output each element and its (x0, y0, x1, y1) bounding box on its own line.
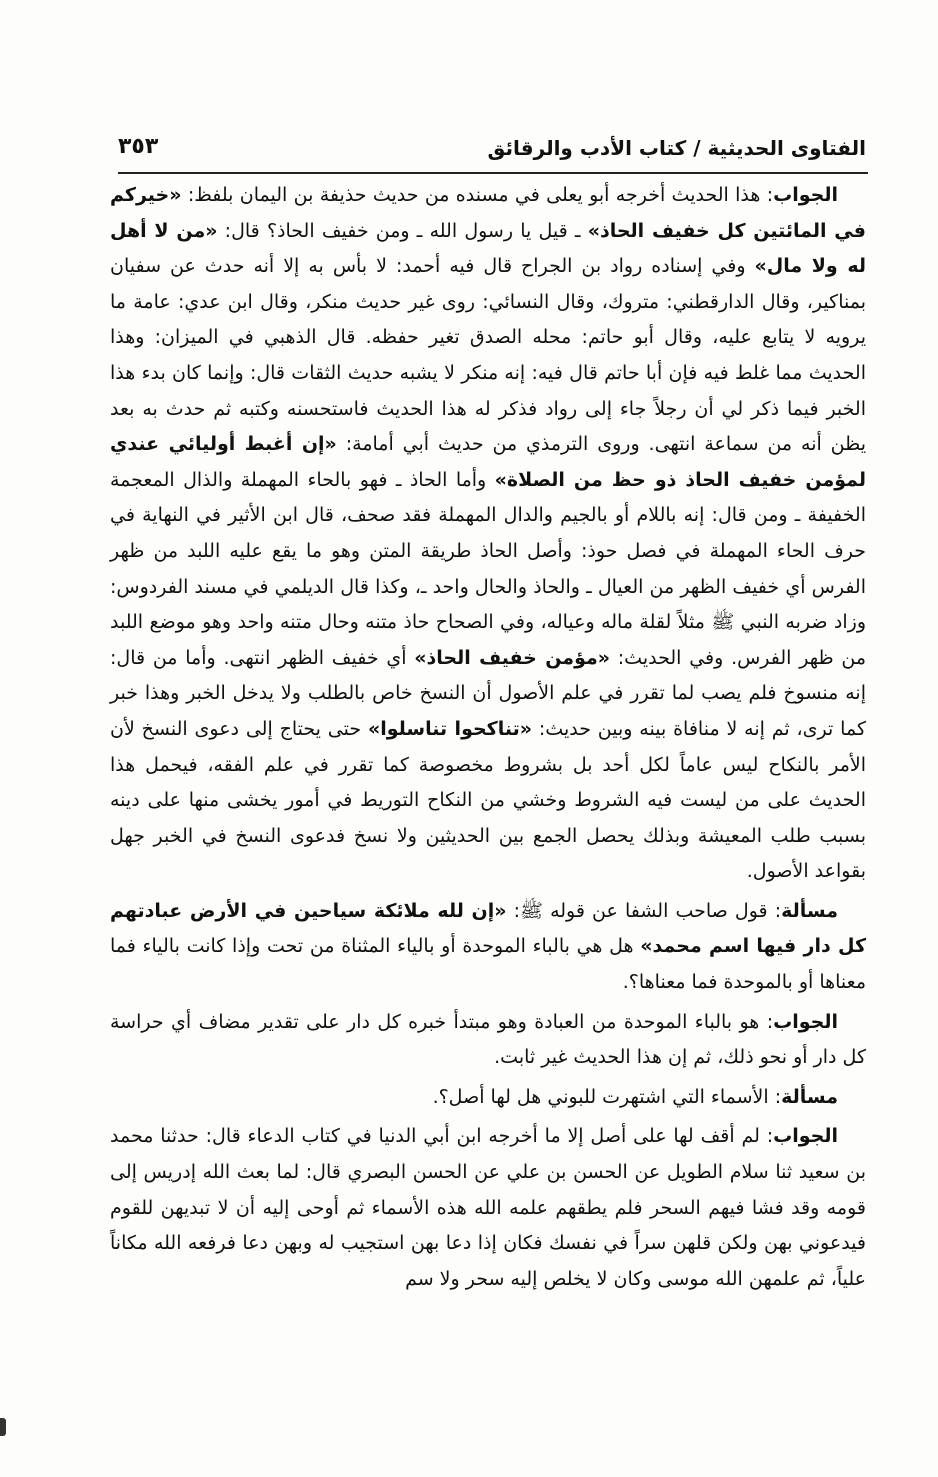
text-segment: وأما الحاذ ـ فهو بالحاء المهملة والذال المعجمة الخفيفة ـ ومن قال: إنه باللام أو بالجيم والدال المهملة فقد صحف، قال ابن الأثير في النهاية في حرف الحاء المهملة في فصل حوذ: وأصل الحاذ طريقة المتن وهو ما يقع عليه اللبد من ظهر الفرس أي خفيف الظهر من العيال ـ والحاذ والحال واحد ـ، وكذا قال الديلمي في مسند الفردوس: وزاد ضربه النبي ﷺ مثلاً لقلة ماله وعياله، وفي الصحاح حاذ متنه وحال متنه واحد وهو موضع اللبد من ظهر الفرس. وفي الحديث: (110, 468, 867, 669)
text-segment: أي خفيف الظهر انتهى. وأما من قال: إنه منسوخ فلم يصب لما تقرر في علم الأصول أن النسخ خاص بالطلب ولا يدخل الخبر وهذا خبر كما ترى، ثم إنه لا منافاة بينه وبين حديث: (110, 646, 866, 740)
header-divider (118, 172, 868, 174)
page-header (118, 132, 866, 172)
answer-paragraph-2 (110, 1005, 866, 1076)
text-segment: وفي إسناده رواد بن الجراح قال فيه أحمد: لا بأس به إلا أنه حدث عن سفيان بمناكير، وقال الدارقطني: متروك، وقال النسائي: روى غير حديث منكر، وقال ابن عدي: عامة ما يرويه لا يتابع عليه، وقال أبو حاتم: محله الصدق تغير حفظه. قال الذهبي في الميزان: وهذا الحديث مما غلط فيه فإن أبا حاتم قال فيه: إنه منكر لا يشبه حديث الثقات قال: وإنما كان بدء هذا الخبر فيما ذكر لي أن رجلاً جاء إلى رواد فذكر له هذا الحديث فاستحسنه وكتبه ثم حدث به بعد يظن أنه من سماعة انتهى. وروى الترمذي من حديث أبي أمامة: (110, 255, 866, 456)
question-label: مسألة (781, 899, 838, 922)
answer-label: الجواب (773, 1125, 838, 1148)
question-paragraph-2 (110, 1080, 866, 1116)
text-segment: : هذا الحديث أخرجه أبو يعلى في مسنده من حديث حذيفة بن اليمان بلفظ: (181, 184, 774, 206)
body-text (110, 178, 866, 1297)
hadith-quote: «إن لله ملائكة سياحين في الأرض عبادتهم كل دار فيها اسم محمد» (110, 899, 866, 958)
answer-label: الجواب (773, 1010, 838, 1033)
hadith-quote: «إن أغبط أوليائي عندي لمؤمن خفيف الحاذ ذو حظ من الصلاة» (110, 433, 866, 491)
question-label: مسألة (781, 1085, 838, 1108)
page-number: ٣٥٣ (118, 134, 159, 159)
answer-paragraph-3 (110, 1119, 866, 1297)
scan-edge-mark (0, 1418, 6, 1436)
hadith-quote: «تناكحوا تناسلوا» (367, 717, 533, 740)
hadith-quote: «مؤمن خفيف الحاذ» (414, 646, 611, 669)
text-segment: حتى يحتاج إلى دعوى النسخ لأن الأمر بالنكاح ليس عاماً لكل أحد بل بشروط مخصوصة كما تقرر في علم الفقه، فيحمل هذا الحديث على من ليست فيه الشروط وخشي من النكاح التوريط في أمور يخشى منها على دينه بسبب طلب المعيشة وبذلك يحصل الجمع بين الحديثين ولا نسخ فدعوى النسخ في الخبر جهل بقواعد الأصول. (110, 717, 866, 883)
hadith-quote: «خيركم في المائتين كل خفيف الحاذ» (110, 184, 866, 242)
running-title: الفتاوى الحديثية / كتاب الأدب والرقائق (487, 136, 866, 160)
text-segment: ـ قيل يا رسول الله ـ ومن خفيف الحاذ؟ قال: (217, 219, 588, 242)
text-segment: : هو بالباء الموحدة من العبادة وهو مبتدأ خبره كل دار على تقدير مضاف أي حراسة كل دار أو نحو ذلك، ثم إن هذا الحديث غير ثابت. (110, 1010, 866, 1069)
answer-paragraph-1 (110, 178, 866, 890)
question-paragraph-1 (110, 894, 866, 1001)
answer-label: الجواب (773, 184, 838, 206)
text-segment: : لم أقف لها على أصل إلا ما أخرجه ابن أبي الدنيا في كتاب الدعاء قال: حدثنا محمد بن سعيد ثنا سلام الطويل عن الحسن بن علي عن الحسن البصري قال: لما بعث الله إدريس إلى قومه وقد فشا فيهم السحر فلم يطقهم علمه الله هذه الأسماء ثم أوحى إليه أن لا تبديهن للقوم فيدعوني بهن ولكن قلهن سراً في نفسك فكان إذا دعا بهن استجيب له وبهن دعا فرفعه الله مكاناً علياً، ثم علمهن الله موسى وكان لا يخلص إليه سحر ولا سم (110, 1125, 866, 1290)
text-segment: : الأسماء التي اشتهرت للبوني هل لها أصل؟. (432, 1085, 782, 1108)
text-segment: : قول صاحب الشفا عن قوله ﷺ: (506, 899, 782, 922)
hadith-quote: «من لا أهل له ولا مال» (110, 219, 866, 278)
text-segment: هل هي بالباء الموحدة أو بالياء المثناة من تحت وإذا كانت بالياء فما معناها أو بالموحدة فما معناها؟. (110, 935, 866, 994)
